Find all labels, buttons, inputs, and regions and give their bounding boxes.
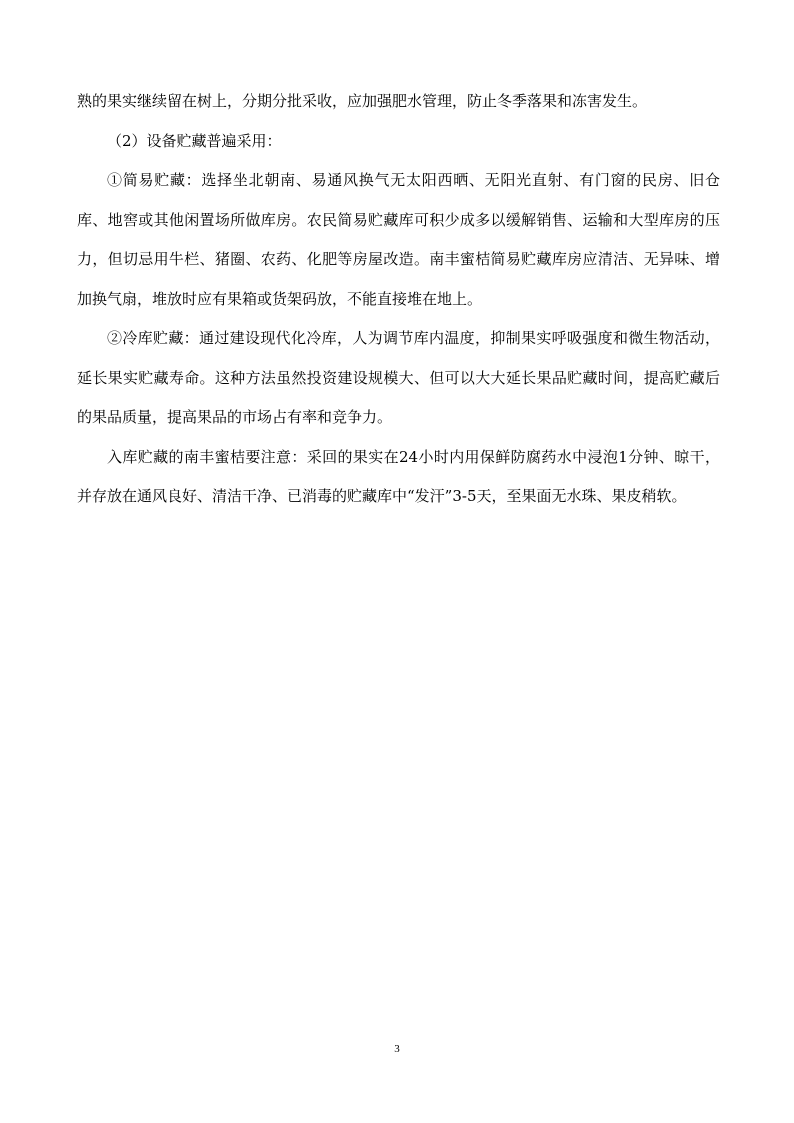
paragraph-storage-heading: （2）设备贮藏普遍采用： <box>107 131 282 150</box>
paragraph-cold-storage: ②冷库贮藏：通过建设现代化冷库，人为调节库内温度，抑制果实呼吸强度和微生物活动，延长果实贮藏寿命。这种方法虽然投资建设规模大、但可以大大延长果品贮藏时间，提高贮藏后的果品质量，提高果品的市场占有率和竞争力。 <box>77 329 720 426</box>
paragraph-continuation: 熟的果实继续留在树上，分期分批采收，应加强肥水管理，防止冬季落果和冻害发生。 <box>77 92 648 110</box>
document-body <box>77 82 720 517</box>
page-number: 3 <box>394 1043 400 1055</box>
paragraph-storage-notes: 入库贮藏的南丰蜜桔要注意：采回的果实在24小时内用保鲜防腐药水中浸泡1分钟、晾干，并存放在通风良好、清洁干净、已消毒的贮藏库中“发汗”3-5天，至果面无水珠、果皮稍软。 <box>77 447 720 505</box>
paragraph-simple-storage: ①简易贮藏：选择坐北朝南、易通风换气无太阳西晒、无阳光直射、有门窗的民房、旧仓库、地窖或其他闲置场所做库房。农民简易贮藏库可积少成多以缓解销售、运输和大型库房的压力，但切忌用牛栏、猪圈、农药、化肥等房屋改造。南丰蜜桔简易贮藏库房应清洁、无异味、增加换气扇，堆放时应有果箱或货架码放，不能直接堆在地上。 <box>77 171 720 308</box>
